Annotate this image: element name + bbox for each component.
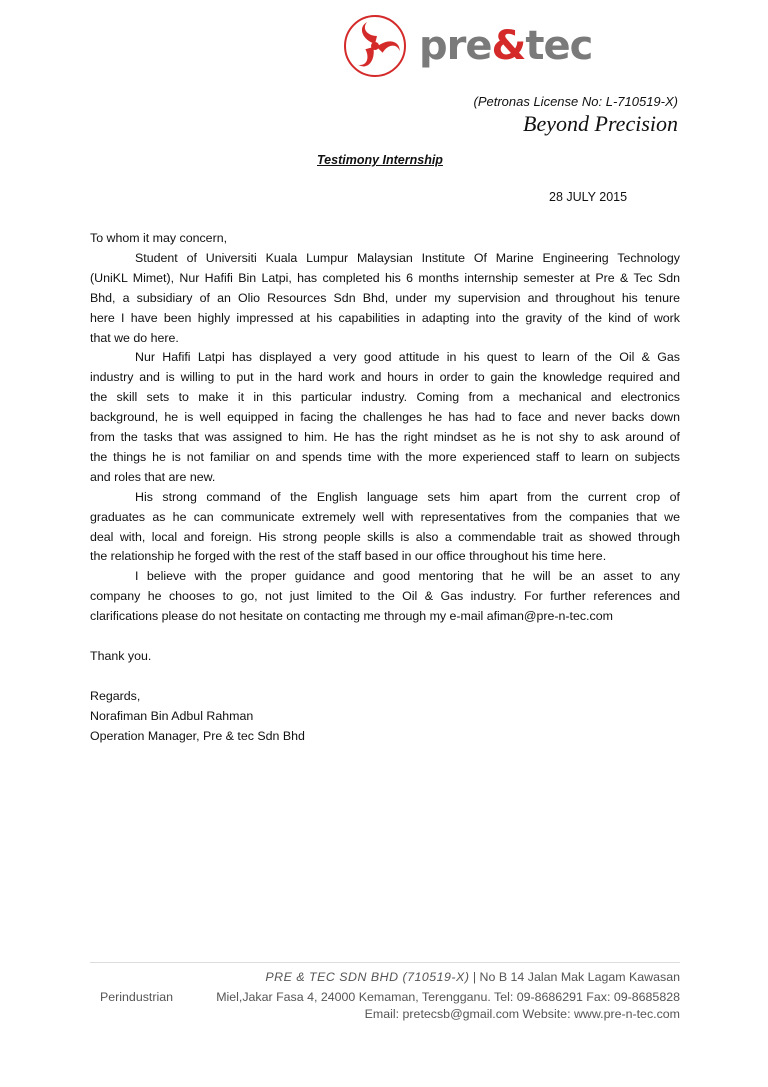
body-line: Nur Hafifi Latpi has displayed a very good attitude in his quest to learn of the Oil & Gas (135, 350, 680, 365)
body-line: To whom it may concern, (90, 231, 228, 245)
body-line: Thank you. (90, 648, 152, 663)
body-line: and roles that are new. (90, 469, 216, 484)
body-line: background, he is well equipped in facing the challenges he has had to face and never backs down (90, 410, 680, 425)
body-line: graduates as he can communicate extremely well with representatives from the companies that we (90, 509, 680, 524)
footer-address-1: | No B 14 Jalan Mak Lagam Kawasan (469, 970, 680, 984)
tagline: Beyond Precision (523, 111, 678, 136)
body-line: deal with, local and foreign. His strong people skills is also a commendable trait as showed through (90, 529, 680, 544)
body-line: I believe with the proper guidance and good mentoring that he will be an asset to any (135, 569, 680, 584)
body-line: here I have been highly impressed at his capabilities in adapting into the gravity of the kind of work (90, 310, 680, 325)
body-line: Student of Universiti Kuala Lumpur Malaysian Institute Of Marine Engineering Technology (135, 250, 680, 265)
footer-company: PRE & TEC SDN BHD (710519-X) (265, 970, 470, 984)
body-line: the things he is not familiar on and spends time with the more experienced staff to learn on subjects (90, 449, 680, 464)
body-line: the relationship he forged with the rest of the staff based in our office throughout his time here. (90, 549, 607, 564)
body-line: Bhd, a subsidiary of an Olio Resources Sdn Bhd, under my supervision and throughout his tenure (90, 290, 680, 305)
letter-title: Testimony Internship (317, 153, 443, 167)
footer-contact: Email: pretecsb@gmail.com Website: www.pre-n-tec.com (364, 1007, 680, 1021)
company-logo (343, 14, 592, 78)
footer-line-1 (265, 970, 680, 984)
license-number: (Petronas License No: L-710519-X) (473, 94, 678, 109)
body-line: the skill sets to make it in this particular industry. Coming from a mechanical and electronics (90, 390, 680, 405)
footer-address-2b: Miel,Jakar Fasa 4, 24000 Kemaman, Terengganu. Tel: 09-8686291 Fax: 09-8685828 (216, 990, 680, 1004)
letter-date: 28 JULY 2015 (549, 190, 628, 204)
footer-divider (90, 962, 680, 963)
body-line: clarifications please do not hesitate on contacting me through my e-mail afiman@pre-n-tec.com (90, 609, 613, 624)
logo-mark-icon (343, 14, 407, 78)
body-line: (UniKL Mimet), Nur Hafifi Bin Latpi, has completed his 6 months internship semester at Pre & Tec Sdn (90, 270, 680, 285)
body-line: company he chooses to go, not just limited to the Oil & Gas industry. For further references and (90, 589, 680, 604)
footer-address-2a: Perindustrian (100, 990, 174, 1004)
logo-wordmark: pre&tec (419, 23, 593, 69)
body-line: that we do here. (90, 330, 179, 345)
body-line: His strong command of the English language sets him apart from the current crop of (135, 489, 680, 504)
body-line: Regards, (90, 688, 141, 703)
body-line: from the tasks that was assigned to him. He has the right mindset as he is not shy to ask around of (90, 430, 680, 444)
body-line: industry and is willing to put in the hard work and hours in order to gain the knowledge required and (90, 370, 680, 385)
body-line: Operation Manager, Pre & tec Sdn Bhd (90, 728, 305, 743)
body-line: Norafiman Bin Adbul Rahman (90, 708, 254, 723)
